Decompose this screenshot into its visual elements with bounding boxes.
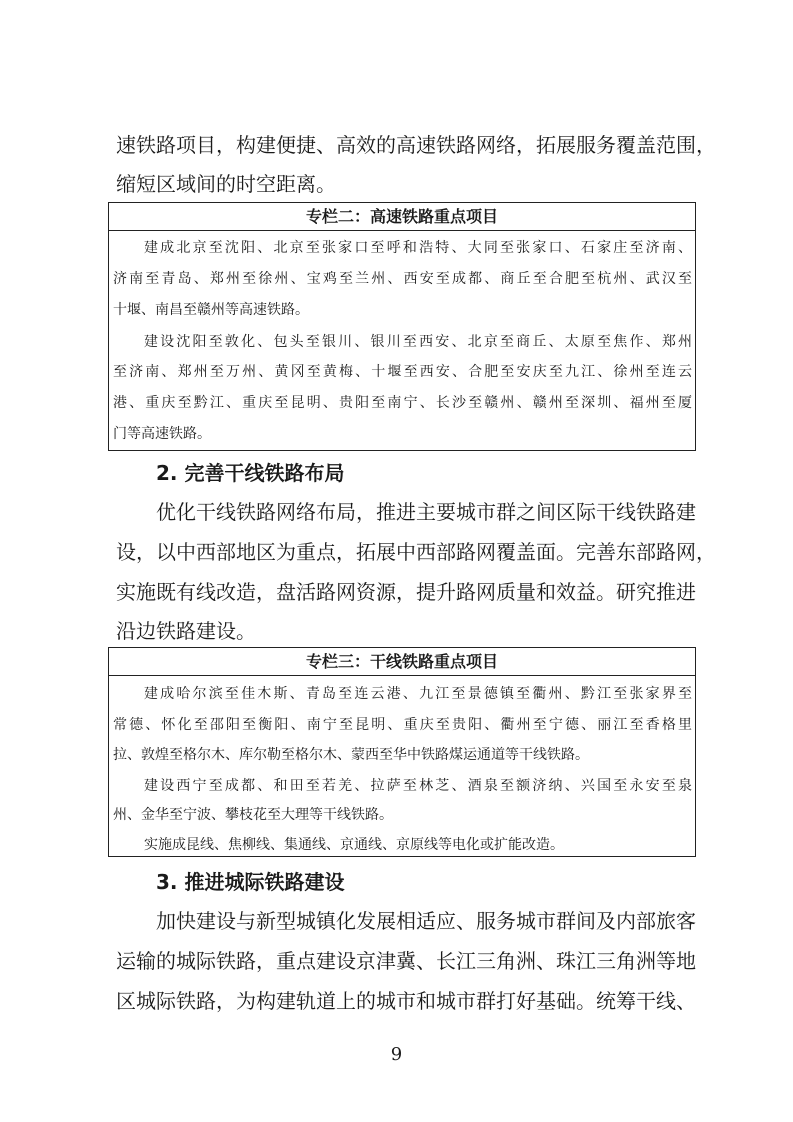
body-text-line: 沿边铁路建设。 — [116, 619, 256, 643]
body-text-line: 速铁路项目，构建便捷、高效的高速铁路网络，拓展服务覆盖范围， — [116, 133, 716, 157]
body-text-line: 区城际铁路，为构建轨道上的城市和城市群打好基础。统筹干线、 — [116, 989, 696, 1013]
section-heading: 3. 推进城际铁路建设 — [156, 870, 345, 894]
body-text-line: 运输的城际铁路，重点建设京津冀、长江三角洲、珠江三角洲等地 — [116, 949, 696, 973]
section-heading: 2. 完善干线铁路布局 — [156, 461, 345, 485]
box-title: 专栏三：干线铁路重点项目 — [109, 648, 695, 676]
feature-box-high-speed-rail — [108, 202, 696, 451]
body-text-line: 加快建设与新型城镇化发展相适应、服务城市群间及内部旅客 — [156, 909, 696, 933]
page-number: 9 — [390, 1044, 403, 1065]
body-text-line: 优化干线铁路网络布局，推进主要城市群之间区际干线铁路建 — [156, 500, 696, 524]
box-text-line: 拉、敦煌至格尔木、库尔勒至格尔木、蒙西至华中铁路煤运通道等干线铁路。 — [113, 747, 589, 763]
box-text-line: 十堰、南昌至赣州等高速铁路。 — [113, 302, 309, 318]
box-text-line: 建成哈尔滨至佳木斯、青岛至连云港、九江至景德镇至衢州、黔江至张家界至 — [144, 686, 692, 702]
box-text-line: 州、金华至宁波、攀枝花至大理等干线铁路。 — [113, 807, 393, 823]
box-text-line: 门等高速铁路。 — [113, 426, 211, 442]
box-text-line: 常德、怀化至邵阳至衡阳、南宁至昆明、重庆至贵阳、衢州至宁德、丽江至香格里 — [113, 717, 692, 733]
box-title: 专栏二：高速铁路重点项目 — [109, 203, 695, 231]
box-text-line: 建设西宁至成都、和田至若羌、拉萨至林芝、酒泉至额济纳、兴国至永安至泉 — [144, 778, 692, 794]
body-text-line: 设，以中西部地区为重点，拓展中西部路网覆盖面。完善东部路网， — [116, 540, 716, 564]
box-text-line: 济南至青岛、郑州至徐州、宝鸡至兰州、西安至成都、商丘至合肥至杭州、武汉至 — [113, 271, 692, 287]
feature-box-trunk-rail — [108, 647, 696, 857]
box-text-line: 至济南、郑州至万州、黄冈至黄梅、十堰至西安、合肥至安庆至九江、徐州至连云 — [113, 364, 692, 380]
box-text-line: 实施成昆线、焦柳线、集通线、京通线、京原线等电化或扩能改造。 — [144, 837, 564, 853]
body-text-line: 实施既有线改造，盘活路网资源，提升路网质量和效益。研究推进 — [116, 580, 696, 604]
box-text-line: 港、重庆至黔江、重庆至昆明、贵阳至南宁、长沙至赣州、赣州至深圳、福州至厦 — [113, 395, 692, 411]
box-text-line: 建成北京至沈阳、北京至张家口至呼和浩特、大同至张家口、石家庄至济南、 — [144, 240, 692, 256]
box-text-line: 建设沈阳至敦化、包头至银川、银川至西安、北京至商丘、太原至焦作、郑州 — [144, 334, 692, 350]
body-text-line: 缩短区域间的时空距离。 — [116, 172, 336, 196]
